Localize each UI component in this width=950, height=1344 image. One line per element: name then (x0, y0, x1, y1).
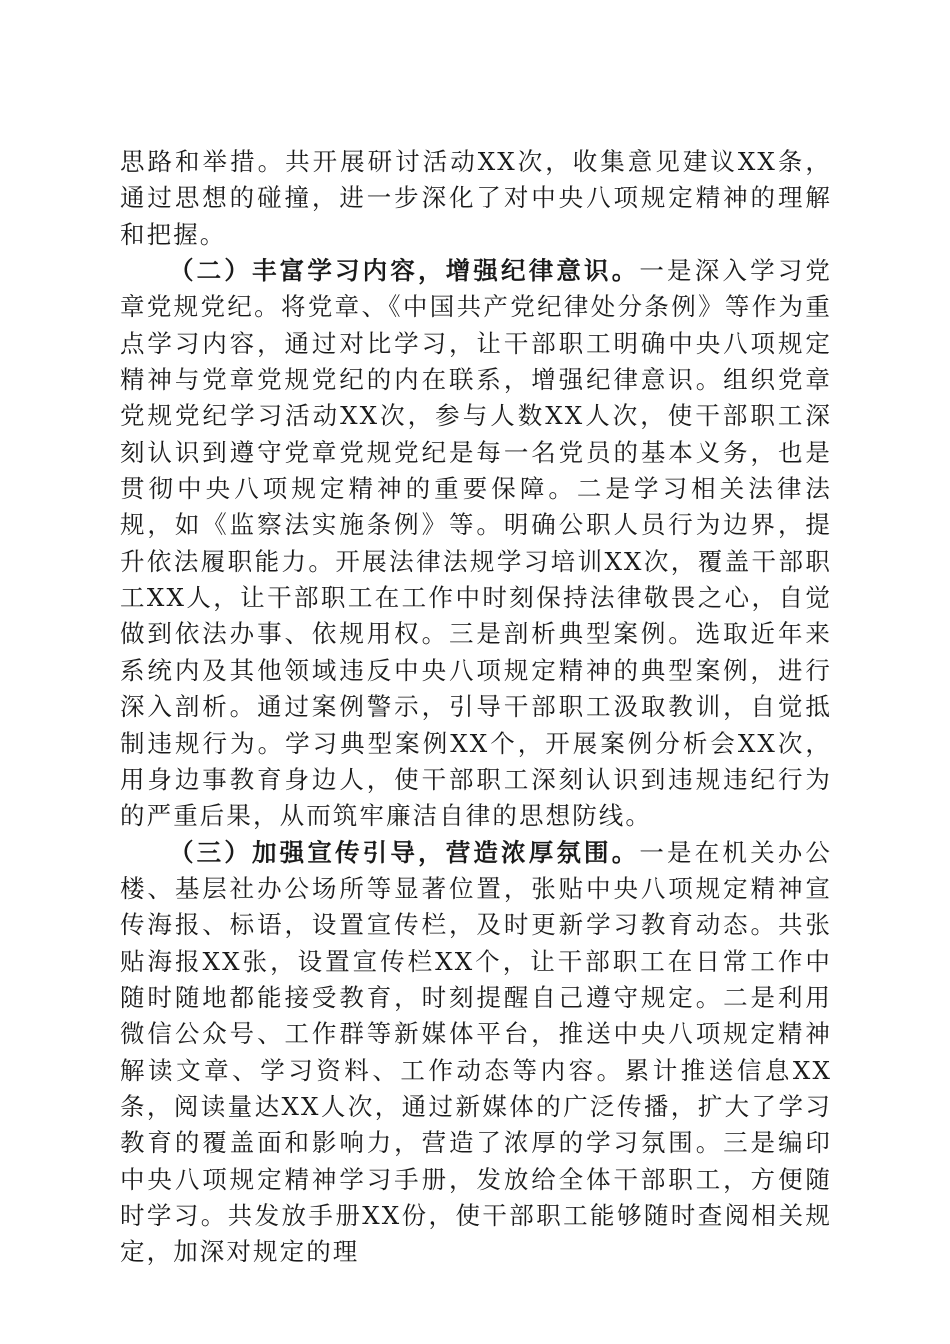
section-heading-2: （二）丰富学习内容，增强纪律意识。 (169, 256, 640, 286)
section-body-2: 一是深入学习党章党规党纪。将党章、《中国共产党纪律处分条例》等作为重点学习内容，通过对比学习，让干部职工明确中央八项规定精神与党章党规党纪的内在联系，增强纪律意识。组织党章党规党纪学习活动XX次，参与人数XX人次，使干部职工深刻认识到遵守党章党规党纪是每一名党员的基本义务，也是贯彻中央八项规定精神的重要保障。二是学习相关法律法规，如《监察法实施条例》等。明确公职人员行为边界，提升依法履职能力。开展法律法规学习培训XX次，覆盖干部职工XX人，让干部职工在工作中时刻保持法律敬畏之心，自觉做到依法办事、依规用权。三是剖析典型案例。选取近年来系统内及其他领域违反中央八项规定精神的典型案例，进行深入剖析。通过案例警示，引导干部职工汲取教训，自觉抵制违规行为。学习典型案例XX个，开展案例分析会XX次，用身边事教育身边人，使干部职工深刻认识到违规违纪行为的严重后果，从而筑牢廉洁自律的思想防线。 (120, 256, 833, 831)
paragraph-section-3 (120, 835, 832, 1271)
paragraph-continuation (120, 144, 832, 253)
section-heading-3: （三）加强宣传引导，营造浓厚氛围。 (169, 837, 640, 867)
paragraph-section-2 (120, 253, 832, 835)
paragraph-text: 思路和举措。共开展研讨活动XX次，收集意见建议XX条，通过思想的碰撞，进一步深化了对中央八项规定精神的理解和把握。 (120, 147, 832, 249)
section-body-3: 一是在机关办公楼、基层社办公场所等显著位置，张贴中央八项规定精神宣传海报、标语，设置宣传栏，及时更新学习教育动态。共张贴海报XX张，设置宣传栏XX个，让干部职工在日常工作中随时随地都能接受教育，时刻提醒自己遵守规定。二是利用微信公众号、工作群等新媒体平台，推送中央八项规定精神解读文章、学习资料、工作动态等内容。累计推送信息XX条，阅读量达XX人次，通过新媒体的广泛传播，扩大了学习教育的覆盖面和影响力，营造了浓厚的学习氛围。三是编印中央八项规定精神学习手册，发放给全体干部职工，方便随时学习。共发放手册XX份，使干部职工能够随时查阅相关规定，加深对规定的理 (120, 837, 833, 1267)
document-body (120, 144, 832, 1271)
